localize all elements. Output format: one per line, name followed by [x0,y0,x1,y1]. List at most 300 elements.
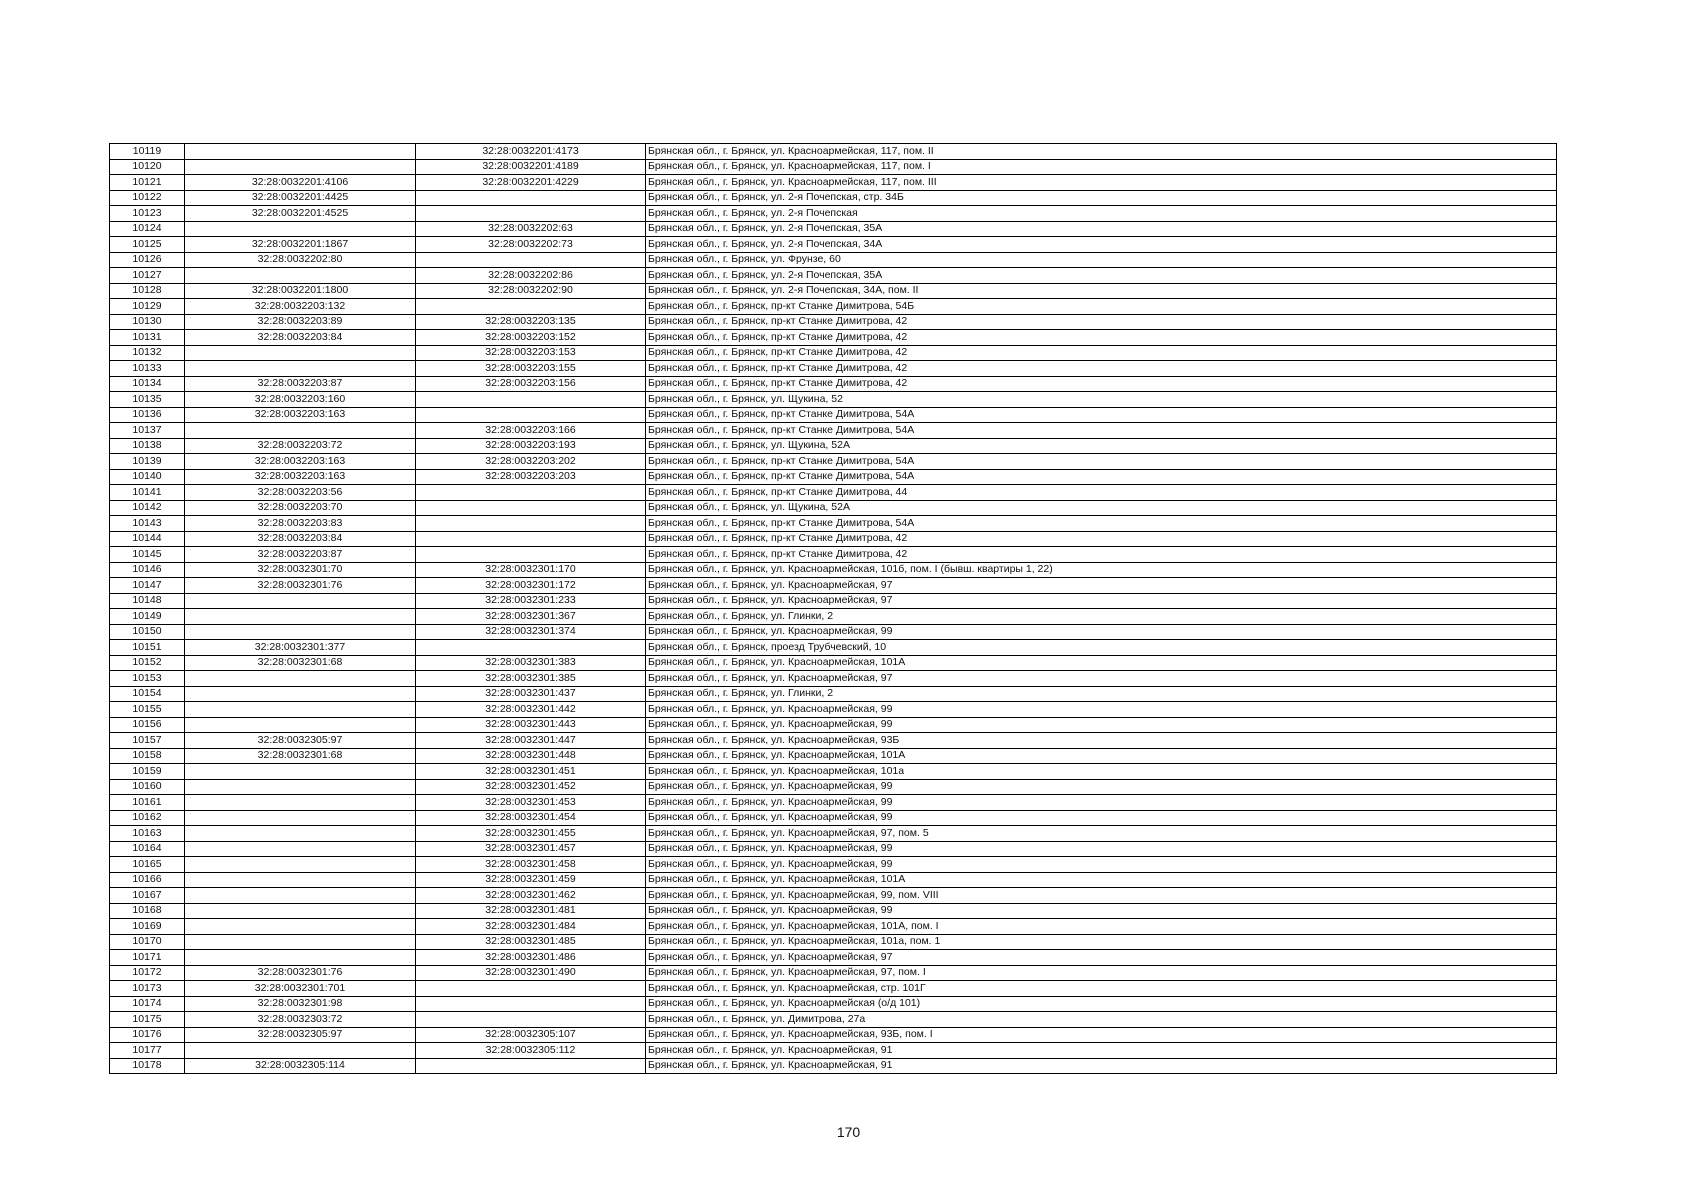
table-row [110,516,1557,532]
cadastral-number-cell: 32:28:0032301:701 [185,981,416,997]
address-cell: Брянская обл., г. Брянск, ул. Красноармейская, 101а [646,764,1557,780]
object-cadastral-number-cell: 32:28:0032301:481 [416,903,646,919]
row-number-cell: 10131 [110,330,185,346]
table-row [110,578,1557,594]
cadastral-number-cell [185,810,416,826]
cadastral-number-cell: 32:28:0032201:1800 [185,283,416,299]
row-number-cell: 10174 [110,996,185,1012]
address-cell: Брянская обл., г. Брянск, ул. Красноармейская, 99 [646,810,1557,826]
row-number-cell: 10125 [110,237,185,253]
row-number-cell: 10133 [110,361,185,377]
object-cadastral-number-cell [416,392,646,408]
table-row [110,888,1557,904]
object-cadastral-number-cell: 32:28:0032301:485 [416,934,646,950]
table-row [110,671,1557,687]
cadastral-number-cell: 32:28:0032203:160 [185,392,416,408]
row-number-cell: 10172 [110,965,185,981]
address-cell: Брянская обл., г. Брянск, ул. 2-я Почепская, 34А [646,237,1557,253]
table-row [110,500,1557,516]
cadastral-number-cell: 32:28:0032202:80 [185,252,416,268]
cadastral-number-cell [185,268,416,284]
object-cadastral-number-cell: 32:28:0032301:447 [416,733,646,749]
row-number-cell: 10168 [110,903,185,919]
object-cadastral-number-cell [416,531,646,547]
row-number-cell: 10141 [110,485,185,501]
address-cell: Брянская обл., г. Брянск, ул. Красноармейская, 101А [646,655,1557,671]
table-row [110,144,1557,160]
cadastral-number-cell: 32:28:0032201:1867 [185,237,416,253]
object-cadastral-number-cell: 32:28:0032301:451 [416,764,646,780]
address-cell: Брянская обл., г. Брянск, ул. Красноармейская, 99 [646,903,1557,919]
table-row [110,748,1557,764]
table-row [110,996,1557,1012]
cadastral-number-cell [185,841,416,857]
cadastral-number-cell [185,872,416,888]
object-cadastral-number-cell: 32:28:0032301:437 [416,686,646,702]
row-number-cell: 10166 [110,872,185,888]
object-cadastral-number-cell [416,190,646,206]
object-cadastral-number-cell [416,485,646,501]
address-cell: Брянская обл., г. Брянск, ул. Красноармейская, 99 [646,795,1557,811]
row-number-cell: 10155 [110,702,185,718]
address-cell: Брянская обл., г. Брянск, ул. Красноармейская, 117, пом. I [646,159,1557,175]
address-cell: Брянская обл., г. Брянск, ул. Красноармейская, 99 [646,857,1557,873]
cadastral-number-cell: 32:28:0032203:163 [185,454,416,470]
cadastral-number-cell [185,795,416,811]
address-cell: Брянская обл., г. Брянск, ул. Красноармейская, 91 [646,1058,1557,1074]
address-cell: Брянская обл., г. Брянск, ул. Красноармейская (о/д 101) [646,996,1557,1012]
table-row [110,547,1557,563]
table-row [110,779,1557,795]
table-row [110,190,1557,206]
cadastral-number-cell: 32:28:0032203:89 [185,314,416,330]
cadastral-number-cell: 32:28:0032203:84 [185,330,416,346]
object-cadastral-number-cell: 32:28:0032301:458 [416,857,646,873]
cadastral-number-cell [185,826,416,842]
object-cadastral-number-cell: 32:28:0032202:86 [416,268,646,284]
object-cadastral-number-cell: 32:28:0032301:170 [416,562,646,578]
cadastral-number-cell [185,903,416,919]
row-number-cell: 10170 [110,934,185,950]
object-cadastral-number-cell: 32:28:0032203:152 [416,330,646,346]
table-row [110,919,1557,935]
row-number-cell: 10175 [110,1012,185,1028]
address-cell: Брянская обл., г. Брянск, ул. Глинки, 2 [646,609,1557,625]
row-number-cell: 10176 [110,1027,185,1043]
address-cell: Брянская обл., г. Брянск, пр-кт Станке Димитрова, 54А [646,407,1557,423]
address-cell: Брянская обл., г. Брянск, пр-кт Станке Димитрова, 54А [646,469,1557,485]
object-cadastral-number-cell: 32:28:0032203:156 [416,376,646,392]
row-number-cell: 10123 [110,206,185,222]
object-cadastral-number-cell: 32:28:0032301:462 [416,888,646,904]
cadastral-number-cell [185,593,416,609]
cadastral-number-cell: 32:28:0032305:97 [185,1027,416,1043]
row-number-cell: 10146 [110,562,185,578]
address-cell: Брянская обл., г. Брянск, пр-кт Станке Димитрова, 44 [646,485,1557,501]
row-number-cell: 10143 [110,516,185,532]
address-cell: Брянская обл., г. Брянск, ул. 2-я Почепская, 35А [646,268,1557,284]
row-number-cell: 10162 [110,810,185,826]
object-cadastral-number-cell: 32:28:0032201:4229 [416,175,646,191]
table-row [110,438,1557,454]
address-cell: Брянская обл., г. Брянск, ул. Красноармейская, 117, пом. II [646,144,1557,160]
table-row [110,1043,1557,1059]
address-cell: Брянская обл., г. Брянск, пр-кт Станке Димитрова, 42 [646,547,1557,563]
object-cadastral-number-cell: 32:28:0032203:166 [416,423,646,439]
object-cadastral-number-cell: 32:28:0032301:484 [416,919,646,935]
object-cadastral-number-cell: 32:28:0032203:135 [416,314,646,330]
address-cell: Брянская обл., г. Брянск, ул. Красноармейская, 97 [646,671,1557,687]
object-cadastral-number-cell: 32:28:0032201:4173 [416,144,646,160]
object-cadastral-number-cell: 32:28:0032203:155 [416,361,646,377]
object-cadastral-number-cell [416,640,646,656]
cadastral-number-cell: 32:28:0032305:114 [185,1058,416,1074]
address-cell: Брянская обл., г. Брянск, ул. Красноармейская, 101А, пом. I [646,919,1557,935]
cadastral-number-cell: 32:28:0032203:163 [185,469,416,485]
table-row [110,810,1557,826]
row-number-cell: 10158 [110,748,185,764]
object-cadastral-number-cell [416,407,646,423]
object-cadastral-number-cell: 32:28:0032203:153 [416,345,646,361]
object-cadastral-number-cell [416,981,646,997]
object-cadastral-number-cell [416,206,646,222]
address-cell: Брянская обл., г. Брянск, ул. 2-я Почепская [646,206,1557,222]
table-row [110,1027,1557,1043]
address-cell: Брянская обл., г. Брянск, ул. Димитрова, 27а [646,1012,1557,1028]
table-row [110,531,1557,547]
cadastral-number-cell: 32:28:0032203:72 [185,438,416,454]
object-cadastral-number-cell: 32:28:0032203:202 [416,454,646,470]
row-number-cell: 10164 [110,841,185,857]
object-cadastral-number-cell [416,1058,646,1074]
table-row [110,655,1557,671]
address-cell: Брянская обл., г. Брянск, ул. Красноармейская, 93Б, пом. I [646,1027,1557,1043]
cadastral-number-cell [185,934,416,950]
cadastral-number-cell: 32:28:0032305:97 [185,733,416,749]
address-cell: Брянская обл., г. Брянск, ул. Красноармейская, 97, пом. I [646,965,1557,981]
cadastral-number-cell: 32:28:0032203:87 [185,376,416,392]
address-cell: Брянская обл., г. Брянск, ул. Красноармейская, 97 [646,578,1557,594]
object-cadastral-number-cell: 32:28:0032203:193 [416,438,646,454]
row-number-cell: 10145 [110,547,185,563]
object-cadastral-number-cell: 32:28:0032301:374 [416,624,646,640]
object-cadastral-number-cell [416,252,646,268]
address-cell: Брянская обл., г. Брянск, пр-кт Станке Димитрова, 42 [646,330,1557,346]
cadastral-number-cell: 32:28:0032203:84 [185,531,416,547]
object-cadastral-number-cell: 32:28:0032202:73 [416,237,646,253]
address-cell: Брянская обл., г. Брянск, проезд Трубчевский, 10 [646,640,1557,656]
table-row [110,733,1557,749]
row-number-cell: 10177 [110,1043,185,1059]
object-cadastral-number-cell: 32:28:0032202:63 [416,221,646,237]
object-cadastral-number-cell: 32:28:0032301:454 [416,810,646,826]
object-cadastral-number-cell [416,500,646,516]
address-cell: Брянская обл., г. Брянск, ул. Красноармейская, 99 [646,841,1557,857]
table-row [110,361,1557,377]
row-number-cell: 10152 [110,655,185,671]
object-cadastral-number-cell: 32:28:0032305:107 [416,1027,646,1043]
cadastral-number-cell: 32:28:0032201:4425 [185,190,416,206]
cadastral-number-cell [185,423,416,439]
row-number-cell: 10149 [110,609,185,625]
cadastral-number-cell [185,144,416,160]
row-number-cell: 10159 [110,764,185,780]
cadastral-number-cell [185,702,416,718]
cadastral-number-cell [185,686,416,702]
row-number-cell: 10151 [110,640,185,656]
object-cadastral-number-cell: 32:28:0032301:457 [416,841,646,857]
cadastral-number-cell [185,361,416,377]
cadastral-number-cell: 32:28:0032203:132 [185,299,416,315]
object-cadastral-number-cell [416,516,646,532]
row-number-cell: 10127 [110,268,185,284]
row-number-cell: 10142 [110,500,185,516]
cadastral-number-cell [185,671,416,687]
address-cell: Брянская обл., г. Брянск, ул. Красноармейская, 97 [646,950,1557,966]
table-row [110,423,1557,439]
cadastral-number-cell [185,919,416,935]
address-cell: Брянская обл., г. Брянск, пр-кт Станке Димитрова, 42 [646,314,1557,330]
table-row [110,283,1557,299]
cadastral-number-cell: 32:28:0032301:76 [185,578,416,594]
cadastral-number-cell [185,221,416,237]
row-number-cell: 10147 [110,578,185,594]
cadastral-number-cell: 32:28:0032301:377 [185,640,416,656]
address-cell: Брянская обл., г. Брянск, ул. Фрунзе, 60 [646,252,1557,268]
table-row [110,686,1557,702]
cadastral-number-cell: 32:28:0032301:68 [185,748,416,764]
row-number-cell: 10169 [110,919,185,935]
cadastral-number-cell: 32:28:0032203:163 [185,407,416,423]
object-cadastral-number-cell: 32:28:0032301:385 [416,671,646,687]
row-number-cell: 10161 [110,795,185,811]
row-number-cell: 10154 [110,686,185,702]
table-row [110,252,1557,268]
cadastral-number-cell [185,609,416,625]
cadastral-number-cell: 32:28:0032301:76 [185,965,416,981]
object-cadastral-number-cell: 32:28:0032202:90 [416,283,646,299]
table-row [110,330,1557,346]
cadastral-number-cell: 32:28:0032301:68 [185,655,416,671]
cadastral-number-cell [185,717,416,733]
cadastral-number-cell: 32:28:0032301:98 [185,996,416,1012]
object-cadastral-number-cell: 32:28:0032203:203 [416,469,646,485]
row-number-cell: 10144 [110,531,185,547]
row-number-cell: 10132 [110,345,185,361]
object-cadastral-number-cell [416,1012,646,1028]
table-row [110,950,1557,966]
address-cell: Брянская обл., г. Брянск, ул. Красноармейская, 101а, пом. 1 [646,934,1557,950]
address-cell: Брянская обл., г. Брянск, ул. Красноармейская, 99 [646,702,1557,718]
row-number-cell: 10165 [110,857,185,873]
object-cadastral-number-cell: 32:28:0032301:455 [416,826,646,842]
row-number-cell: 10134 [110,376,185,392]
row-number-cell: 10137 [110,423,185,439]
cadastral-number-cell [185,888,416,904]
cadastral-number-cell: 32:28:0032303:72 [185,1012,416,1028]
address-cell: Брянская обл., г. Брянск, ул. Красноармейская, 101А [646,872,1557,888]
table-row [110,826,1557,842]
cadastral-number-cell: 32:28:0032203:87 [185,547,416,563]
object-cadastral-number-cell: 32:28:0032301:453 [416,795,646,811]
table-row [110,1058,1557,1074]
row-number-cell: 10150 [110,624,185,640]
object-cadastral-number-cell: 32:28:0032301:367 [416,609,646,625]
object-cadastral-number-cell: 32:28:0032301:443 [416,717,646,733]
table-row [110,237,1557,253]
object-cadastral-number-cell: 32:28:0032301:448 [416,748,646,764]
table-row [110,640,1557,656]
table-row [110,624,1557,640]
table-row [110,795,1557,811]
address-cell: Брянская обл., г. Брянск, ул. 2-я Почепская, 35А [646,221,1557,237]
table-row [110,407,1557,423]
row-number-cell: 10140 [110,469,185,485]
address-cell: Брянская обл., г. Брянск, пр-кт Станке Димитрова, 42 [646,361,1557,377]
row-number-cell: 10130 [110,314,185,330]
row-number-cell: 10148 [110,593,185,609]
row-number-cell: 10153 [110,671,185,687]
object-cadastral-number-cell: 32:28:0032201:4189 [416,159,646,175]
row-number-cell: 10139 [110,454,185,470]
address-cell: Брянская обл., г. Брянск, ул. Красноармейская, 91 [646,1043,1557,1059]
address-cell: Брянская обл., г. Брянск, ул. Красноармейская, 101б, пом. I (бывш. квартиры 1, 22) [646,562,1557,578]
row-number-cell: 10128 [110,283,185,299]
address-cell: Брянская обл., г. Брянск, пр-кт Станке Димитрова, 54А [646,423,1557,439]
cadastral-number-cell [185,624,416,640]
table-row [110,314,1557,330]
row-number-cell: 10122 [110,190,185,206]
table-row [110,299,1557,315]
object-cadastral-number-cell: 32:28:0032301:490 [416,965,646,981]
table-row [110,206,1557,222]
records-table-body [110,144,1557,1074]
row-number-cell: 10157 [110,733,185,749]
cadastral-number-cell [185,950,416,966]
table-row [110,965,1557,981]
cadastral-number-cell [185,779,416,795]
table-row [110,175,1557,191]
table-row [110,454,1557,470]
address-cell: Брянская обл., г. Брянск, ул. Красноармейская, 99 [646,779,1557,795]
address-cell: Брянская обл., г. Брянск, ул. Красноармейская, 99 [646,624,1557,640]
records-table [109,143,1557,1074]
cadastral-number-cell: 32:28:0032203:70 [185,500,416,516]
cadastral-number-cell [185,345,416,361]
address-cell: Брянская обл., г. Брянск, ул. Красноармейская, 93Б [646,733,1557,749]
object-cadastral-number-cell [416,299,646,315]
table-row [110,562,1557,578]
row-number-cell: 10178 [110,1058,185,1074]
address-cell: Брянская обл., г. Брянск, пр-кт Станке Димитрова, 42 [646,531,1557,547]
cadastral-number-cell [185,764,416,780]
table-row [110,1012,1557,1028]
table-row [110,593,1557,609]
row-number-cell: 10129 [110,299,185,315]
table-row [110,268,1557,284]
object-cadastral-number-cell [416,996,646,1012]
address-cell: Брянская обл., г. Брянск, ул. Красноармейская, 97, пом. 5 [646,826,1557,842]
address-cell: Брянская обл., г. Брянск, ул. Красноармейская, стр. 101Г [646,981,1557,997]
address-cell: Брянская обл., г. Брянск, ул. Красноармейская, 101А [646,748,1557,764]
row-number-cell: 10119 [110,144,185,160]
object-cadastral-number-cell: 32:28:0032305:112 [416,1043,646,1059]
table-row [110,903,1557,919]
table-row [110,376,1557,392]
table-row [110,221,1557,237]
table-row [110,717,1557,733]
row-number-cell: 10136 [110,407,185,423]
table-row [110,345,1557,361]
address-cell: Брянская обл., г. Брянск, ул. 2-я Почепская, 34А, пом. II [646,283,1557,299]
table-row [110,934,1557,950]
table-row [110,392,1557,408]
address-cell: Брянская обл., г. Брянск, ул. Красноармейская, 117, пом. III [646,175,1557,191]
row-number-cell: 10135 [110,392,185,408]
address-cell: Брянская обл., г. Брянск, пр-кт Станке Димитрова, 42 [646,345,1557,361]
row-number-cell: 10163 [110,826,185,842]
cadastral-number-cell [185,159,416,175]
row-number-cell: 10120 [110,159,185,175]
object-cadastral-number-cell: 32:28:0032301:442 [416,702,646,718]
address-cell: Брянская обл., г. Брянск, ул. Красноармейская, 99 [646,717,1557,733]
table-row [110,857,1557,873]
address-cell: Брянская обл., г. Брянск, ул. Щукина, 52А [646,500,1557,516]
table-row [110,764,1557,780]
row-number-cell: 10171 [110,950,185,966]
row-number-cell: 10124 [110,221,185,237]
address-cell: Брянская обл., г. Брянск, ул. Красноармейская, 99, пом. VIII [646,888,1557,904]
table-row [110,981,1557,997]
object-cadastral-number-cell: 32:28:0032301:383 [416,655,646,671]
object-cadastral-number-cell: 32:28:0032301:486 [416,950,646,966]
object-cadastral-number-cell: 32:28:0032301:172 [416,578,646,594]
row-number-cell: 10121 [110,175,185,191]
table-row [110,469,1557,485]
cadastral-number-cell [185,857,416,873]
row-number-cell: 10126 [110,252,185,268]
object-cadastral-number-cell [416,547,646,563]
object-cadastral-number-cell: 32:28:0032301:233 [416,593,646,609]
address-cell: Брянская обл., г. Брянск, ул. Щукина, 52 [646,392,1557,408]
row-number-cell: 10167 [110,888,185,904]
table-row [110,702,1557,718]
address-cell: Брянская обл., г. Брянск, ул. Красноармейская, 97 [646,593,1557,609]
row-number-cell: 10173 [110,981,185,997]
cadastral-number-cell: 32:28:0032301:70 [185,562,416,578]
page-number: 170 [836,1124,861,1140]
address-cell: Брянская обл., г. Брянск, пр-кт Станке Димитрова, 54А [646,454,1557,470]
address-cell: Брянская обл., г. Брянск, ул. Щукина, 52А [646,438,1557,454]
cadastral-number-cell: 32:28:0032201:4525 [185,206,416,222]
table-row [110,485,1557,501]
cadastral-number-cell [185,1043,416,1059]
row-number-cell: 10138 [110,438,185,454]
address-cell: Брянская обл., г. Брянск, ул. Глинки, 2 [646,686,1557,702]
address-cell: Брянская обл., г. Брянск, пр-кт Станке Димитрова, 42 [646,376,1557,392]
cadastral-number-cell: 32:28:0032201:4106 [185,175,416,191]
address-cell: Брянская обл., г. Брянск, пр-кт Станке Димитрова, 54Б [646,299,1557,315]
object-cadastral-number-cell: 32:28:0032301:459 [416,872,646,888]
object-cadastral-number-cell: 32:28:0032301:452 [416,779,646,795]
table-row [110,872,1557,888]
row-number-cell: 10156 [110,717,185,733]
cadastral-number-cell: 32:28:0032203:83 [185,516,416,532]
address-cell: Брянская обл., г. Брянск, пр-кт Станке Димитрова, 54А [646,516,1557,532]
table-row [110,841,1557,857]
table-row [110,159,1557,175]
cadastral-number-cell: 32:28:0032203:56 [185,485,416,501]
